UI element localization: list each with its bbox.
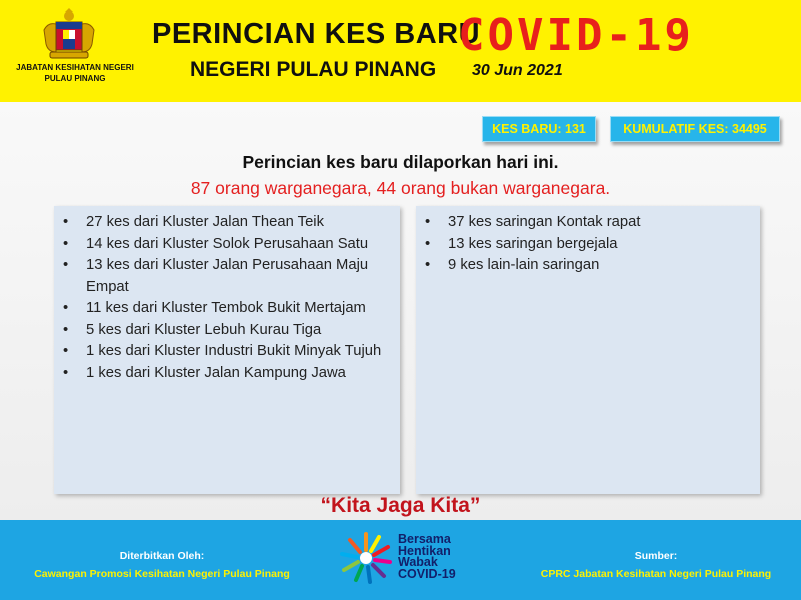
campaign-line-2: Hentikan [398,543,451,558]
list-item: • 5 kes dari Kluster Lebuh Kurau Tiga [54,320,392,342]
department-name: JABATAN KESIHATAN NEGERI PULAU PINANG [16,63,134,83]
citizenship-breakdown: 87 orang warganegara, 44 orang bukan warganegara. [190,178,611,198]
list-item: • 37 kes saringan Kontak rapat [416,212,752,234]
covid-title: COVID-19 [458,10,694,61]
page-title: PERINCIAN KES BARU [152,18,481,50]
list-item: • 11 kes dari Kluster Tembok Bukit Mertajam [54,298,392,320]
publisher-label: Diterbitkan Oleh: [119,550,205,562]
list-item: • 1 kes dari Kluster Jalan Kampung Jawa [54,363,392,385]
malaysia-crest-icon [38,8,100,64]
campaign-text [398,534,456,580]
new-cases-badge: KES BARU: 131 [482,116,596,142]
screening-panel [416,206,760,494]
publisher-name: Cawangan Promosi Kesihatan Negeri Pulau Pinang [34,568,290,580]
slogan: “Kita Jaga Kita” [320,494,481,517]
source-name: CPRC Jabatan Kesihatan Negeri Pulau Pinang [540,568,772,580]
cluster-list [54,206,400,384]
campaign-burst-icon [338,530,394,586]
list-item: • 1 kes dari Kluster Industri Bukit Minyak Tujuh [54,341,392,363]
report-date: 30 Jun 2021 [472,62,563,79]
publisher-block [12,547,312,583]
region-title: NEGERI PULAU PINANG [190,58,437,81]
campaign-line-3: Wabak [398,555,438,569]
cumulative-cases-badge: KUMULATIF KES: 34495 [610,116,780,142]
screening-list [416,206,760,277]
source-label: Sumber: [634,550,678,562]
list-item: • 13 kes saringan bergejala [416,234,752,256]
summary-heading: Perincian kes baru dilaporkan hari ini. [242,152,559,172]
list-item: • 9 kes lain-lain saringan [416,255,752,277]
list-item: • 13 kes dari Kluster Jalan Perusahaan Maju Empat [54,255,392,298]
cluster-panel [54,206,400,494]
campaign-line-4: COVID-19 [398,566,456,581]
list-item: • 27 kes dari Kluster Jalan Thean Teik [54,212,392,234]
campaign-line-1: Bersama [398,532,451,546]
list-item: • 14 kes dari Kluster Solok Perusahaan Satu [54,234,392,256]
source-block [520,547,792,583]
